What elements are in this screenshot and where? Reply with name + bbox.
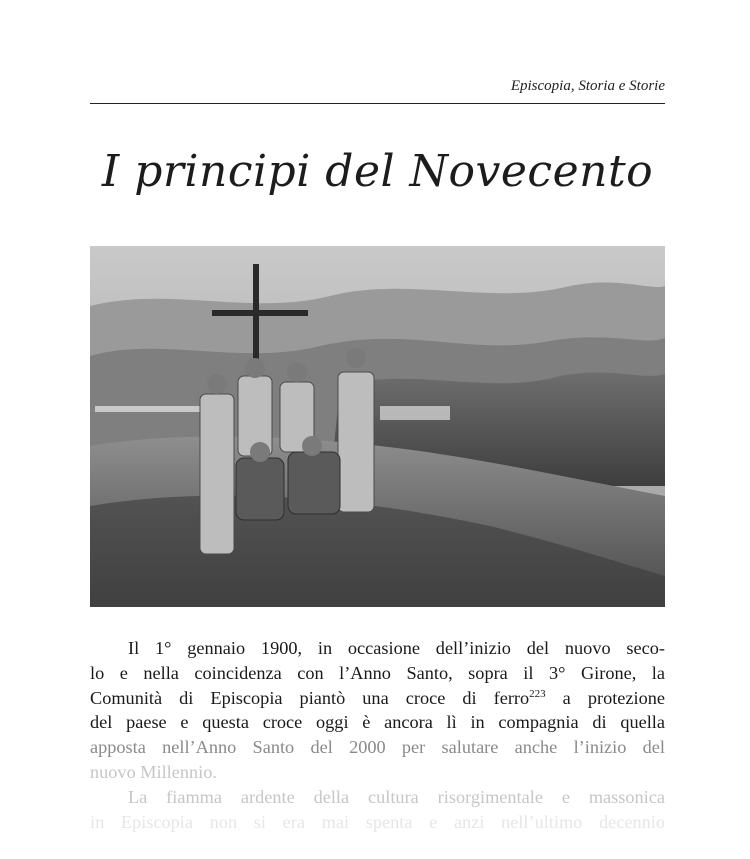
text-line: Il 1° gennaio 1900, in occasione dell’inizio del nuovo seco- xyxy=(128,638,665,658)
text-line xyxy=(90,686,665,711)
text-fragment: Comunità di Episcopia piantò una croce di ferro xyxy=(90,687,530,708)
text-line: lo e nella coincidenza con l’Anno Santo, sopra il 3° Girone, la xyxy=(90,662,665,683)
text-line: La fiamma ardente della cultura risorgimentale e massonica xyxy=(128,786,665,807)
running-header: Episcopia, Storia e Storie xyxy=(510,78,665,94)
text-fragment: a protezione xyxy=(545,687,665,708)
paragraph-2 xyxy=(90,785,665,835)
historical-photo xyxy=(90,246,665,607)
text-line: in Episcopia non si era mai spenta e anzi nell’ultimo decennio xyxy=(90,811,665,832)
photo-illustration xyxy=(90,246,665,607)
text-line: nuovo Millennio. xyxy=(90,761,217,782)
text-line: apposta nell’Anno Santo del 2000 per salutare anche l’inizio del xyxy=(90,737,665,758)
header-rule xyxy=(90,103,665,104)
chapter-title: I principi del Novecento xyxy=(101,146,654,197)
footnote-marker: 223 xyxy=(529,687,546,700)
paragraph-1 xyxy=(90,636,665,785)
text-line: del paese e questa croce oggi è ancora lì in compagnia di quella xyxy=(90,712,665,733)
body-text xyxy=(90,636,665,834)
